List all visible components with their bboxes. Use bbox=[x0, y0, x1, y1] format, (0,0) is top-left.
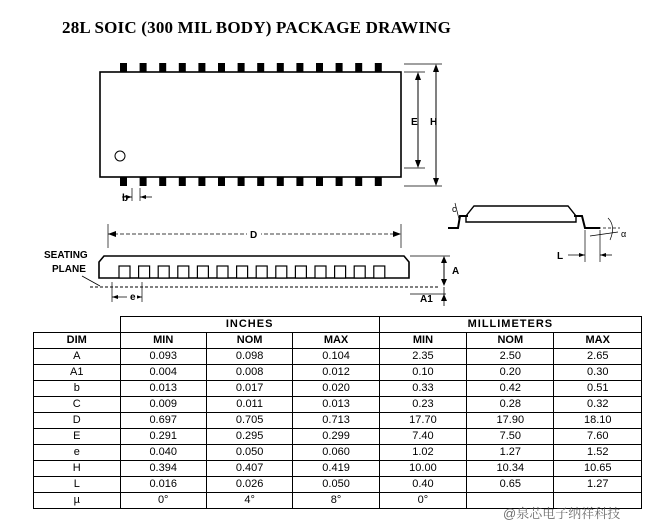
value-cell: 0.713 bbox=[293, 413, 379, 429]
value-cell: 17.70 bbox=[379, 413, 466, 429]
side-lead bbox=[256, 266, 267, 278]
value-cell: 0.026 bbox=[206, 477, 292, 493]
value-cell: 10.34 bbox=[467, 461, 554, 477]
value-cell: 0.020 bbox=[293, 381, 379, 397]
value-cell: 0.009 bbox=[120, 397, 206, 413]
value-cell: 0.050 bbox=[293, 477, 379, 493]
value-cell: 10.65 bbox=[554, 461, 642, 477]
dim-cell: A bbox=[34, 349, 121, 365]
column-header: DIM bbox=[34, 333, 121, 349]
side-lead bbox=[374, 266, 385, 278]
seating-plane-label-1: SEATING bbox=[44, 250, 88, 261]
dim-A-label: A bbox=[452, 266, 460, 277]
value-cell: 0.299 bbox=[293, 429, 379, 445]
value-cell: 0.394 bbox=[120, 461, 206, 477]
value-cell: 0.098 bbox=[206, 349, 292, 365]
value-cell: 0.65 bbox=[467, 477, 554, 493]
value-cell: 0.004 bbox=[120, 365, 206, 381]
side-lead bbox=[139, 266, 150, 278]
table-row bbox=[34, 365, 642, 381]
value-cell: 1.27 bbox=[554, 477, 642, 493]
dim-H-label: H bbox=[430, 117, 438, 128]
value-cell: 17.90 bbox=[467, 413, 554, 429]
side-lead bbox=[276, 266, 287, 278]
value-cell: 0.697 bbox=[120, 413, 206, 429]
value-cell: 0.705 bbox=[206, 413, 292, 429]
value-cell: 0° bbox=[379, 493, 466, 509]
dim-cell: b bbox=[34, 381, 121, 397]
table-body bbox=[34, 333, 642, 509]
value-cell: 10.00 bbox=[379, 461, 466, 477]
value-cell: 0.093 bbox=[120, 349, 206, 365]
value-cell: 0.291 bbox=[120, 429, 206, 445]
table-row bbox=[34, 461, 642, 477]
table-row bbox=[34, 381, 642, 397]
package-body-top bbox=[100, 72, 401, 177]
column-header: MIN bbox=[120, 333, 206, 349]
column-header: NOM bbox=[467, 333, 554, 349]
value-cell: 2.65 bbox=[554, 349, 642, 365]
value-cell: 0.050 bbox=[206, 445, 292, 461]
side-lead bbox=[237, 266, 248, 278]
value-cell: 1.52 bbox=[554, 445, 642, 461]
value-cell: 0.016 bbox=[120, 477, 206, 493]
side-lead bbox=[335, 266, 346, 278]
side-view bbox=[44, 224, 459, 306]
end-view bbox=[448, 203, 626, 262]
value-cell: 0.017 bbox=[206, 381, 292, 397]
value-cell: 0.104 bbox=[293, 349, 379, 365]
dim-e-label: e bbox=[130, 292, 136, 303]
value-cell: 0.51 bbox=[554, 381, 642, 397]
value-cell: 0.28 bbox=[467, 397, 554, 413]
value-cell: 0.10 bbox=[379, 365, 466, 381]
seating-plane-label-2: PLANE bbox=[52, 264, 86, 275]
dim-cell: µ bbox=[34, 493, 121, 509]
dim-cell: e bbox=[34, 445, 121, 461]
dim-L-label: L bbox=[557, 251, 564, 262]
value-cell: 1.27 bbox=[467, 445, 554, 461]
dim-cell: C bbox=[34, 397, 121, 413]
value-cell: 8° bbox=[293, 493, 379, 509]
value-cell: 0.295 bbox=[206, 429, 292, 445]
column-header: NOM bbox=[206, 333, 292, 349]
dim-cell: H bbox=[34, 461, 121, 477]
side-lead bbox=[295, 266, 306, 278]
value-cell: 4° bbox=[206, 493, 292, 509]
value-cell: 0.008 bbox=[206, 365, 292, 381]
table-row bbox=[34, 445, 642, 461]
value-cell: 7.50 bbox=[467, 429, 554, 445]
dim-cell: E bbox=[34, 429, 121, 445]
dim-cell: L bbox=[34, 477, 121, 493]
top-view bbox=[100, 63, 442, 204]
table-row bbox=[34, 477, 642, 493]
value-cell: 7.40 bbox=[379, 429, 466, 445]
dim-b-label: b bbox=[122, 193, 129, 204]
column-header: MIN bbox=[379, 333, 466, 349]
value-cell: 0.011 bbox=[206, 397, 292, 413]
dim-alpha-label: α bbox=[621, 229, 627, 239]
side-lead bbox=[178, 266, 189, 278]
inches-group-header: INCHES bbox=[120, 317, 379, 333]
value-cell: 18.10 bbox=[554, 413, 642, 429]
value-cell: 0.407 bbox=[206, 461, 292, 477]
dim-D-label: D bbox=[250, 230, 258, 241]
column-header: MAX bbox=[554, 333, 642, 349]
side-lead bbox=[354, 266, 365, 278]
value-cell: 0.30 bbox=[554, 365, 642, 381]
side-lead bbox=[158, 266, 169, 278]
table-row bbox=[34, 397, 642, 413]
column-header-row bbox=[34, 333, 642, 349]
value-cell: 0.013 bbox=[120, 381, 206, 397]
millimeters-group-header: MILLIMETERS bbox=[379, 317, 641, 333]
value-cell: 0° bbox=[120, 493, 206, 509]
value-cell: 0.32 bbox=[554, 397, 642, 413]
value-cell: 0.040 bbox=[120, 445, 206, 461]
value-cell: 0.419 bbox=[293, 461, 379, 477]
value-cell: 0.20 bbox=[467, 365, 554, 381]
value-cell: 0.42 bbox=[467, 381, 554, 397]
value-cell: 2.50 bbox=[467, 349, 554, 365]
page-title: 28L SOIC (300 MIL BODY) PACKAGE DRAWING bbox=[62, 18, 452, 37]
watermark: @泉芯电子纳祥科技 bbox=[503, 506, 621, 521]
dim-A1-label: A1 bbox=[420, 294, 433, 305]
dim-c-label: c bbox=[452, 204, 457, 214]
dim-E-label: E bbox=[411, 117, 418, 128]
value-cell: 0.23 bbox=[379, 397, 466, 413]
value-cell: 0.012 bbox=[293, 365, 379, 381]
value-cell: 1.02 bbox=[379, 445, 466, 461]
side-lead bbox=[315, 266, 326, 278]
value-cell: 0.33 bbox=[379, 381, 466, 397]
table-row bbox=[34, 429, 642, 445]
value-cell: 0.060 bbox=[293, 445, 379, 461]
value-cell: 0.013 bbox=[293, 397, 379, 413]
dim-cell: D bbox=[34, 413, 121, 429]
side-lead bbox=[119, 266, 130, 278]
value-cell: 0.40 bbox=[379, 477, 466, 493]
table-row bbox=[34, 349, 642, 365]
value-cell: 7.60 bbox=[554, 429, 642, 445]
side-lead bbox=[197, 266, 208, 278]
dimensions-table bbox=[33, 316, 642, 509]
side-lead bbox=[217, 266, 228, 278]
dim-cell: A1 bbox=[34, 365, 121, 381]
column-header: MAX bbox=[293, 333, 379, 349]
table-row bbox=[34, 413, 642, 429]
value-cell: 2.35 bbox=[379, 349, 466, 365]
